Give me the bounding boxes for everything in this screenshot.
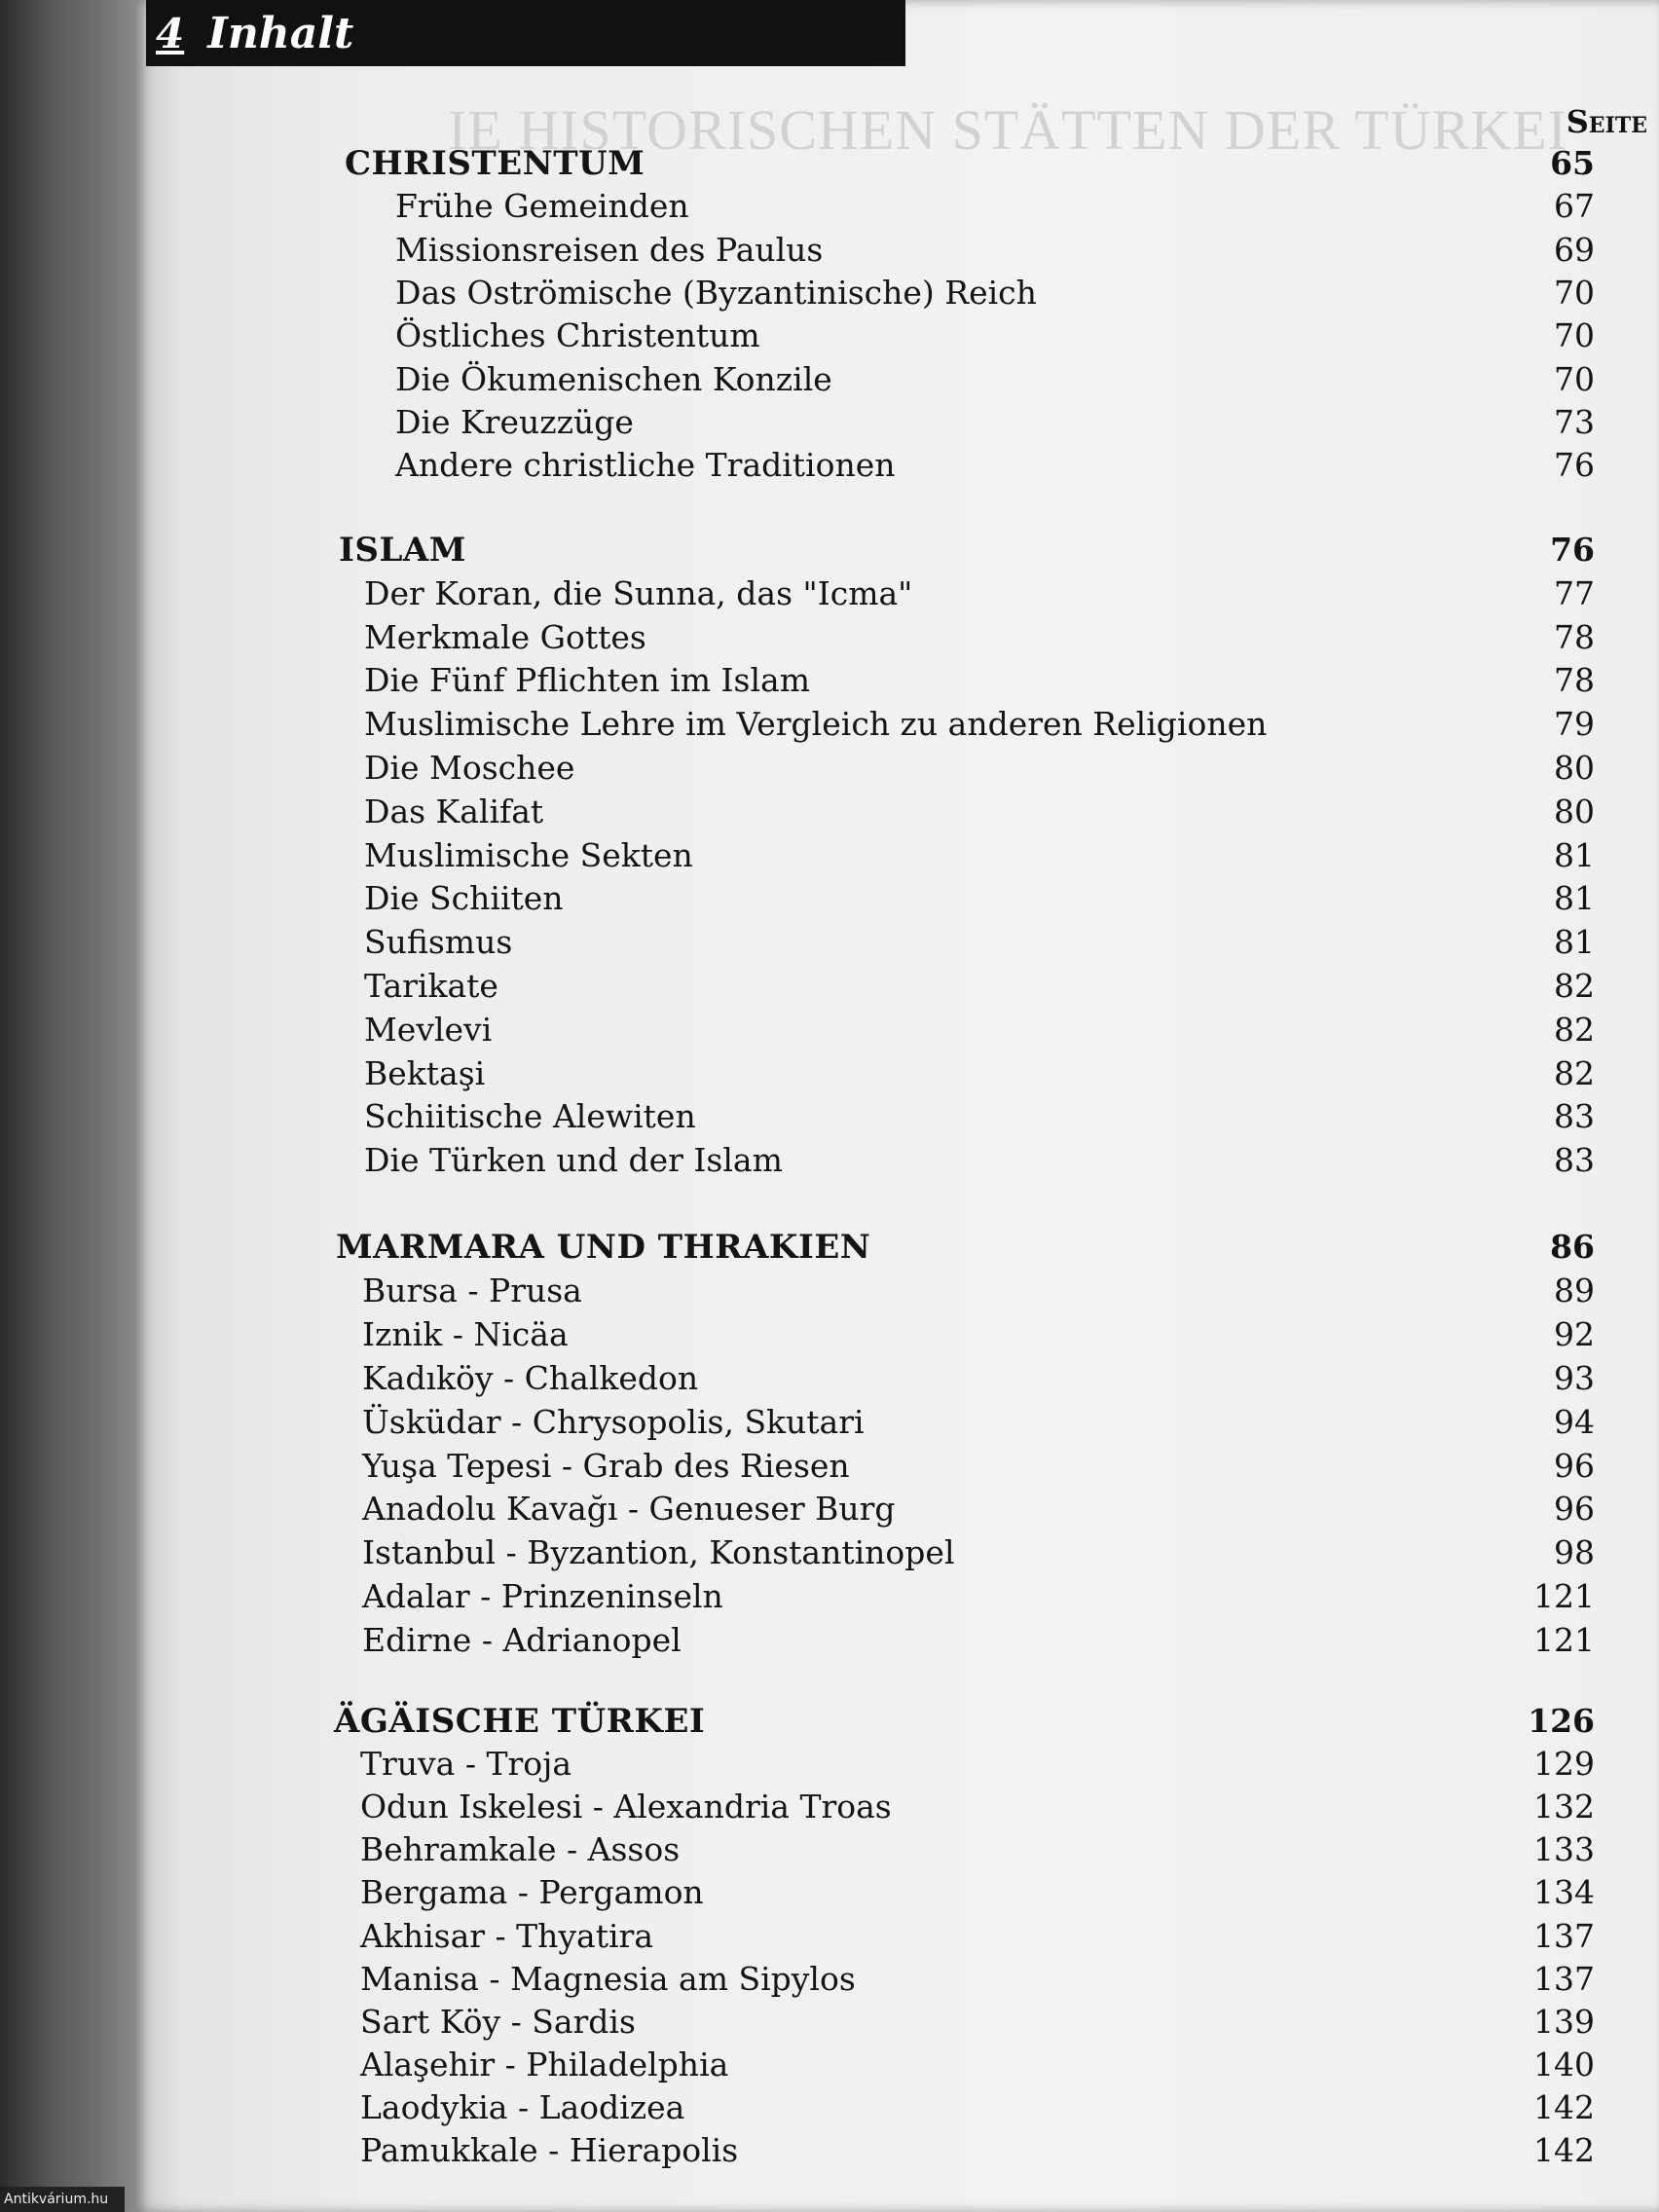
toc-entry-page: 81	[1554, 836, 1595, 874]
toc-entry-page: 78	[1554, 618, 1595, 656]
toc-entry-title: Yuşa Tepesi - Grab des Riesen	[362, 1447, 850, 1485]
toc-entry-page: 81	[1554, 879, 1595, 917]
toc-entry-page: 93	[1554, 1359, 1595, 1397]
toc-entry	[0, 749, 1659, 792]
toc-entry-page: 82	[1554, 967, 1595, 1005]
toc-entry	[0, 231, 1659, 274]
toc-entry-page: 89	[1554, 1272, 1595, 1309]
toc-entry-title: Die Türken und der Islam	[364, 1141, 783, 1179]
toc-entry-title: Die Schiiten	[364, 879, 564, 917]
toc-entry	[0, 705, 1659, 748]
toc-entry-title: Östliches Christentum	[395, 316, 760, 354]
toc-entry-title: Andere christliche Traditionen	[395, 446, 896, 484]
toc-entry	[0, 967, 1659, 1010]
toc-entry-title: Mevlevi	[364, 1011, 493, 1049]
toc-entry	[0, 879, 1659, 922]
toc-entry-page: 132	[1533, 1788, 1595, 1825]
toc-entry-title: Behramkale - Assos	[360, 1830, 681, 1868]
toc-entry	[0, 1917, 1659, 1960]
toc-entry-title: Die Fünf Pflichten im Islam	[364, 661, 811, 699]
toc-entry	[0, 403, 1659, 446]
toc-entry	[0, 661, 1659, 704]
toc-entry-title: Üsküdar - Chrysopolis, Skutari	[362, 1403, 865, 1441]
toc-entry-page: 121	[1533, 1577, 1595, 1615]
toc-entry	[0, 1745, 1659, 1788]
toc-entry-title: Iznik - Nicäa	[362, 1315, 569, 1353]
toc-entry-page: 129	[1533, 1745, 1595, 1783]
toc-entry	[0, 1873, 1659, 1916]
toc-entry-title: Kadıköy - Chalkedon	[362, 1359, 699, 1397]
toc-section-heading-title: ISLAM	[339, 531, 466, 570]
toc-entry-title: Das Kalifat	[364, 793, 544, 830]
toc-entry-page: 78	[1554, 661, 1595, 699]
toc-entry-page: 96	[1554, 1447, 1595, 1485]
toc-entry	[0, 360, 1659, 403]
toc-entry-page: 121	[1533, 1621, 1595, 1659]
toc-entry	[0, 1447, 1659, 1490]
toc-entry	[0, 836, 1659, 879]
page-number: 4	[156, 9, 185, 57]
toc-entry-title: Pamukkale - Hierapolis	[360, 2131, 739, 2169]
toc-section-heading	[0, 531, 1659, 573]
show-through-text: IE HISTORISCHEN STÄTTEN DER TÜRKEI	[448, 98, 1567, 162]
toc-entry-page: 83	[1554, 1097, 1595, 1135]
toc-entry-page: 82	[1554, 1011, 1595, 1049]
toc-entry-title: Das Oströmische (Byzantinische) Reich	[395, 274, 1037, 312]
toc-entry	[0, 274, 1659, 316]
toc-entry	[0, 1359, 1659, 1402]
toc-entry-page: 81	[1554, 923, 1595, 961]
page-header	[146, 0, 905, 66]
toc-entry-page: 133	[1533, 1830, 1595, 1868]
toc-entry	[0, 1272, 1659, 1314]
toc-entry	[0, 187, 1659, 230]
toc-entry-title: Muslimische Sekten	[364, 836, 693, 874]
toc-section-heading-title: ÄGÄISCHE TÜRKEI	[334, 1702, 706, 1741]
toc-entry	[0, 1577, 1659, 1620]
toc-entry	[0, 1315, 1659, 1358]
toc-entry-page: 69	[1554, 231, 1595, 269]
toc-entry-title: Muslimische Lehre im Vergleich zu anderen Religionen	[364, 705, 1268, 743]
toc-section-heading	[0, 1228, 1659, 1271]
toc-entry-title: Die Ökumenischen Konzile	[395, 360, 832, 398]
toc-entry-page: 92	[1554, 1315, 1595, 1353]
toc-entry	[0, 2131, 1659, 2174]
toc-entry-page: 142	[1533, 2088, 1595, 2126]
toc-entry	[0, 2088, 1659, 2131]
toc-entry-title: Akhisar - Thyatira	[360, 1917, 653, 1955]
toc-entry-page: 137	[1533, 1960, 1595, 1998]
toc-entry-title: Sart Köy - Sardis	[360, 2003, 636, 2041]
toc-entry	[0, 574, 1659, 617]
toc-entry	[0, 446, 1659, 489]
toc-entry	[0, 923, 1659, 966]
toc-section-heading-page: 76	[1550, 531, 1595, 569]
toc-entry-title: Missionsreisen des Paulus	[395, 231, 824, 269]
toc-entry-title: Edirne - Adrianopel	[362, 1621, 682, 1659]
toc-entry-page: 70	[1554, 316, 1595, 354]
toc-section-heading-page: 126	[1528, 1702, 1595, 1740]
toc-entry	[0, 1960, 1659, 2003]
toc-entry-page: 67	[1554, 187, 1595, 225]
toc-entry	[0, 1097, 1659, 1140]
toc-entry-page: 96	[1554, 1490, 1595, 1528]
page-title: Inhalt	[207, 8, 354, 58]
toc-entry-title: Anadolu Kavağı - Genueser Burg	[362, 1490, 896, 1528]
toc-entry-page: 94	[1554, 1403, 1595, 1441]
toc-entry-title: Die Kreuzzüge	[395, 403, 634, 441]
toc-entry-page: 70	[1554, 360, 1595, 398]
toc-entry	[0, 618, 1659, 661]
toc-section-heading	[0, 144, 1659, 187]
toc-entry-page: 98	[1554, 1533, 1595, 1571]
toc-entry-page: 83	[1554, 1141, 1595, 1179]
toc-entry	[0, 1533, 1659, 1576]
toc-entry-page: 140	[1533, 2046, 1595, 2083]
toc-entry-page: 139	[1533, 2003, 1595, 2041]
toc-entry-title: Schiitische Alewiten	[364, 1097, 696, 1135]
watermark: Antikvárium.hu	[0, 2187, 125, 2212]
toc-entry	[0, 1141, 1659, 1184]
toc-entry	[0, 2046, 1659, 2088]
toc-entry-page: 142	[1533, 2131, 1595, 2169]
toc-entry-title: Manisa - Magnesia am Sipylos	[360, 1960, 856, 1998]
toc-entry-title: Laodykia - Laodizea	[360, 2088, 685, 2126]
toc-entry-page: 79	[1554, 705, 1595, 743]
toc-entry	[0, 2003, 1659, 2046]
toc-entry-title: Truva - Troja	[360, 1745, 572, 1783]
page-column-header: Seite	[1566, 103, 1647, 140]
toc-entry-title: Sufismus	[364, 923, 513, 961]
toc-section-heading	[0, 1702, 1659, 1745]
toc-entry-page: 137	[1533, 1917, 1595, 1955]
toc-entry-title: Tarikate	[364, 967, 498, 1005]
toc-section-heading-title: CHRISTENTUM	[345, 144, 645, 183]
toc-entry-title: Adalar - Prinzeninseln	[362, 1577, 723, 1615]
toc-section-heading-page: 65	[1550, 144, 1595, 182]
toc-entry	[0, 1621, 1659, 1664]
toc-entry-title: Merkmale Gottes	[364, 618, 646, 656]
toc-entry-page: 82	[1554, 1054, 1595, 1092]
toc-entry	[0, 1011, 1659, 1053]
toc-entry-title: Odun Iskelesi - Alexandria Troas	[360, 1788, 892, 1825]
toc-entry	[0, 1830, 1659, 1873]
toc-section-heading-title: MARMARA UND THRAKIEN	[336, 1228, 871, 1267]
toc-entry-page: 80	[1554, 749, 1595, 787]
toc-entry-title: Bergama - Pergamon	[360, 1873, 704, 1911]
toc-entry	[0, 1788, 1659, 1830]
toc-entry-title: Bektaşi	[364, 1054, 486, 1092]
toc-entry	[0, 316, 1659, 359]
toc-entry-page: 76	[1554, 446, 1595, 484]
toc-section-heading-page: 86	[1550, 1228, 1595, 1266]
toc-entry	[0, 793, 1659, 835]
toc-entry-title: Bursa - Prusa	[362, 1272, 582, 1309]
toc-entry-page: 73	[1554, 403, 1595, 441]
toc-entry-page: 80	[1554, 793, 1595, 830]
toc-entry-page: 134	[1533, 1873, 1595, 1911]
toc-entry	[0, 1054, 1659, 1097]
toc-entry-title: Frühe Gemeinden	[395, 187, 689, 225]
toc-entry-title: Der Koran, die Sunna, das "Icma"	[364, 574, 913, 612]
toc-entry-title: Istanbul - Byzantion, Konstantinopel	[362, 1533, 955, 1571]
toc-entry	[0, 1490, 1659, 1532]
toc-entry-title: Alaşehir - Philadelphia	[360, 2046, 729, 2083]
toc-entry-page: 70	[1554, 274, 1595, 312]
toc-entry-page: 77	[1554, 574, 1595, 612]
toc-entry-title: Die Moschee	[364, 749, 575, 787]
toc-entry	[0, 1403, 1659, 1446]
